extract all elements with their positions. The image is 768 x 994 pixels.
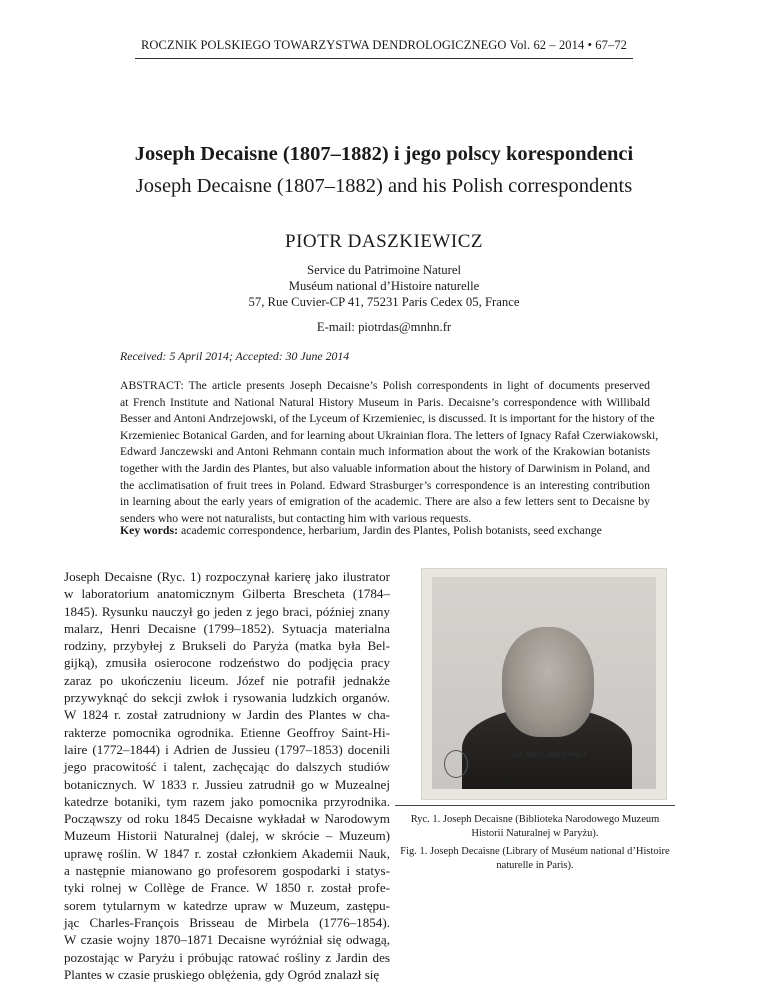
abstract-line: the acclimatisation of fruit trees in Poland. Edward Strasburger’s correspondence is an interesting contribution	[120, 478, 650, 492]
body-line: laire (1772–1844) i Adrien de Jussieu (1797–1853) docenili	[64, 741, 390, 757]
figure-rule	[395, 805, 675, 806]
body-line: pozostając w Paryżu i próbując ratować rośliny z Jardin des	[64, 949, 390, 965]
body-line: W 1824 r. został zatrudniony w Jardin des Plantes w cha-	[64, 707, 390, 723]
body-line: sorem tytularnym w katedrze upraw w Muzeum, zastępu-	[64, 897, 390, 913]
body-line: Plantes w czasie pruskiego oblężenia, gdy Ogród znalazł się	[64, 966, 380, 982]
abstract-line: Besser and Antoni Andrzejowski, of the Lyceum of Krzemieniec, is discussed. It is important for the history of the	[120, 412, 655, 426]
photo-print	[432, 577, 656, 789]
body-line: botanicznych. W 1833 r. Jussieu zatrudnił go w Muzealnej	[64, 776, 390, 792]
caption-polish: Ryc. 1. Joseph Decaisne (Biblioteka Narodowego Muzeum Historii Naturalnej w Paryżu).	[410, 814, 660, 839]
body-line: W czasie wojny 1870–1871 Decaisne wyróżniał się odwagą,	[64, 932, 390, 948]
body-line: 1845). Rysunku nauczył go jeden z jego braci, później znany	[64, 603, 390, 619]
title-english: Joseph Decaisne (1807–1882) and his Polish correspondents	[135, 175, 633, 197]
author-name: PIOTR DASZKIEWICZ	[285, 231, 483, 252]
body-line: w laboratorium anatomicznym Gilberta Brescheta (1784–	[64, 586, 390, 602]
abstract-line: at French Institute and National Natural History Museum in Paris. Decaisne’s correspondence with Willibald	[120, 395, 650, 409]
body-line: gijką), zmusiła osierocone rodzeństwo do podjęcia pracy	[64, 655, 390, 671]
affiliation	[0, 262, 768, 310]
body-line: katedrze botaniki, tym razem jako pomocnika przyrodnika.	[64, 793, 390, 809]
title-polish: Joseph Decaisne (1807–1882) i jego polscy korespondenci	[134, 143, 634, 165]
running-head: ROCZNIK POLSKIEGO TOWARZYSTWA DENDROLOGICZNEGO Vol. 62 – 2014 • 67–72	[140, 38, 628, 52]
body-line: rakterze pomocnika ogrodnika. Etienne Geoffroy Saint-Hi-	[64, 724, 390, 740]
abstract	[120, 378, 659, 527]
abstract-line: senders who were not naturalists, but contacting him with various requests.	[120, 511, 472, 525]
author-email: E-mail: piotrdas@mnhn.fr	[316, 320, 452, 334]
affiliation-line: 57, Rue Cuvier-CP 41, 75231 Paris Cedex 05, France	[248, 295, 520, 309]
body-line: Począwszy od roku 1845 Decaisne wykładał w Narodowym	[64, 811, 390, 827]
body-line: Muzeum Historii Naturalnej (dalej, w skrócie – Muzeum)	[64, 828, 390, 844]
photo-studio-label: CH. REUTLINGER PHOT	[512, 753, 587, 759]
caption-english: Fig. 1. Joseph Decaisne (Library of Muséum national d’Histoire naturelle in Paris).	[400, 846, 670, 871]
figure-caption	[395, 813, 675, 877]
body-line: Joseph Decaisne (Ryc. 1) rozpoczynał karierę jako ilustrator	[64, 569, 390, 584]
library-stamp	[444, 750, 468, 778]
header-rule	[135, 58, 633, 59]
abstract-line: together with the Jardin des Plantes, but also valuable information about the history of Darwinism in Poland, and	[120, 461, 650, 475]
body-line: zaraz po ukończeniu liceum. Józef nie potrafił jednakże	[64, 672, 390, 688]
body-line: jego pracowitość i talent, zachęcając do dalszych studiów	[64, 759, 390, 775]
body-column	[64, 568, 390, 983]
affiliation-line: Service du Patrimoine Naturel	[307, 263, 461, 277]
body-line: malarz, Henri Decaisne (1799–1852). Sytuacja materialna	[64, 620, 390, 636]
abstract-line: Krzemieniec Botanical Garden, and for learning about Ukrainian flora. The letters of Ignacy Rafał Czerwiakowski,	[120, 428, 659, 442]
abstract-line: in learning about the early years of emigration of the academic. There are also a few letters sent to Decaisne by	[120, 495, 650, 509]
body-line: tyki rolnej w Collège de France. W 1850 r. został profe-	[64, 880, 390, 896]
body-line: uprawę roślin. W 1847 r. został członkiem Akademii Nauk,	[64, 845, 390, 861]
keywords-list: academic correspondence, herbarium, Jardin des Plantes, Polish botanists, seed exchange	[180, 523, 602, 537]
portrait-head	[502, 627, 594, 737]
received-dates: Received: 5 April 2014; Accepted: 30 June 2014	[120, 349, 350, 363]
abstract-line: Edward Janczewski and Antoni Rehmann contain much information about the work of the Krakowian botanists	[120, 445, 650, 459]
body-line: a następnie mianowano go profesorem gospodarki i statys-	[64, 863, 390, 879]
keywords-label: Key words:	[120, 523, 178, 537]
body-line: jąc Charles-François Brisseau de Mirbela (1776–1854).	[64, 914, 390, 930]
keywords	[120, 523, 602, 538]
affiliation-line: Muséum national d’Histoire naturelle	[288, 279, 480, 293]
portrait-photo	[421, 568, 667, 800]
body-line: rodziny, przybyłej z Brukseli do Paryża (matka była Bel-	[64, 638, 390, 654]
abstract-line: ABSTRACT: The article presents Joseph Decaisne’s Polish correspondents in light of documents preserved	[120, 379, 650, 392]
body-line: przywyknąć do sekcji zwłok i rysowania ludzkich organów.	[64, 690, 390, 706]
